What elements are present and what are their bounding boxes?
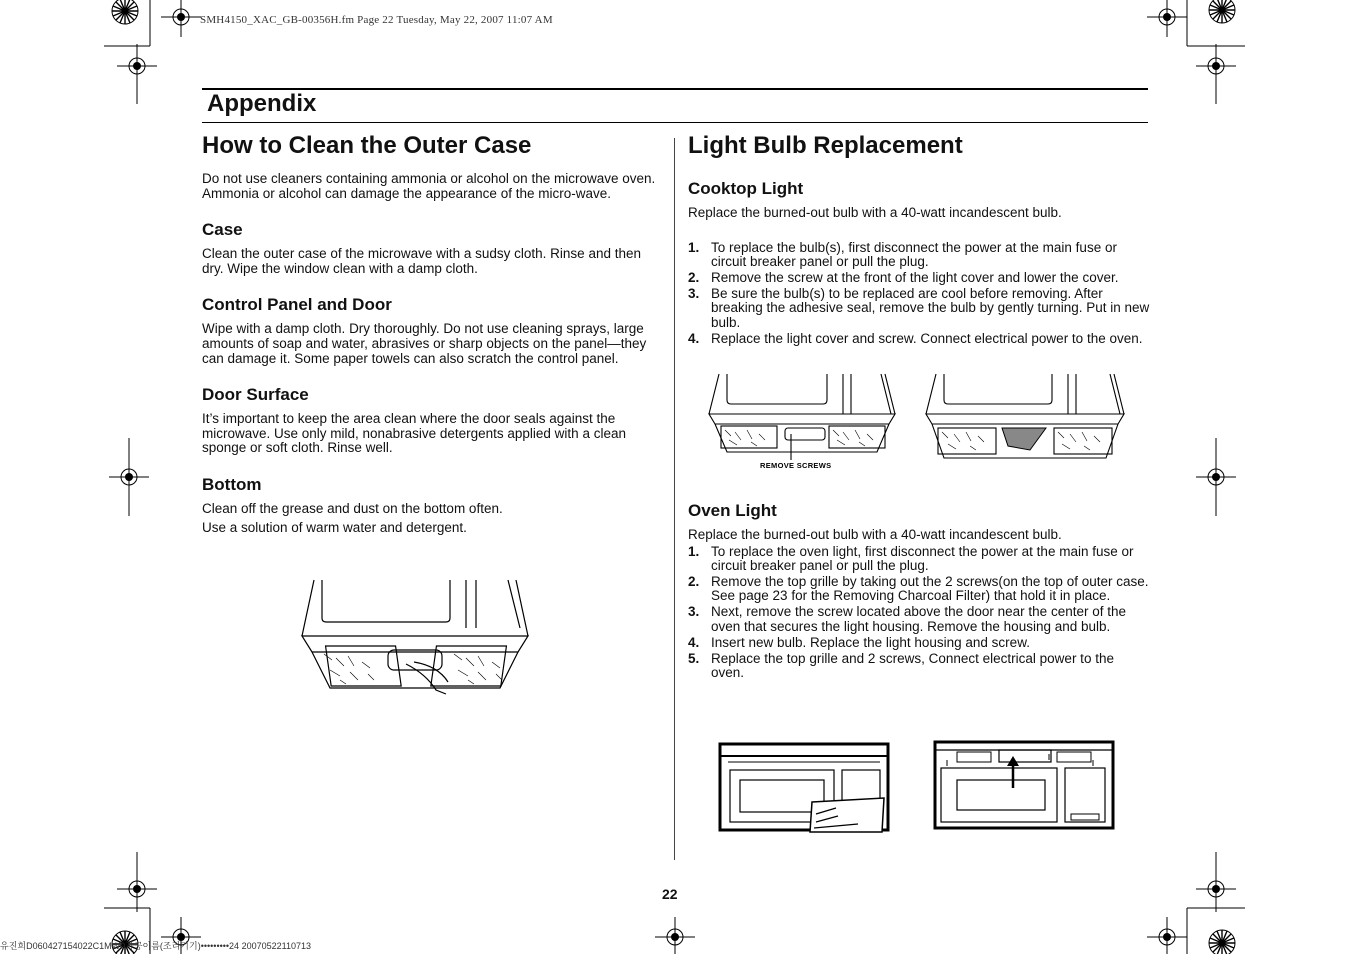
cooktop-light-illustration-1 [705,372,900,472]
print-footer: 유진희D060427154022C1MW0가공이름(조리기기)•••••••••24 20070522110713 [0,941,311,951]
cooktop-intro: Replace the burned-out bulb with a 40-watt incandescent bulb. [688,205,1062,220]
oven-steps [688,545,1150,681]
oven-light-section [688,501,1150,682]
cooktop-light-illustration-2 [922,372,1128,468]
list-item: 2. Remove the screw at the front of the light cover and lower the cover. [688,270,1119,285]
cooktop-light-heading: Cooktop Light [688,179,804,198]
list-item: 3. Be sure the bulb(s) to be replaced are cool before removing. After breaking the adhesive seal, remove the bulb by gently turning. Put in new bulb. [688,286,1150,330]
bottom-heading: Bottom [202,474,262,494]
oven-intro: Replace the burned-out bulb with a 40-watt incandescent bulb. [688,527,1062,542]
list-item: 4. Replace the light cover and screw. Connect electrical power to the oven. [688,330,1143,346]
control-panel-heading: Control Panel and Door [202,295,392,315]
right-column [688,132,1150,348]
page-number: 22 [662,886,678,902]
header-rule-top [202,88,1148,90]
cleaning-bottom-illustration [296,578,536,698]
outer-case-intro: Do not use cleaners containing ammonia or alcohol on the microwave oven. Ammonia or alcohol can damage the appearance of the micro-wave. [202,171,656,201]
bottom-text-1: Clean off the grease and dust on the bottom often. [202,500,503,516]
case-text: Clean the outer case of the microwave with a sudsy cloth. Rinse and then dry. Wipe the window clean with a damp cloth. [202,246,641,276]
bottom-text-2: Use a solution of warm water and detergent. [202,519,467,535]
door-surface-heading: Door Surface [202,385,309,405]
oven-light-heading: Oven Light [688,501,777,520]
oven-light-illustration-1 [718,742,890,834]
section-title: Appendix [207,90,317,117]
control-panel-text: Wipe with a damp cloth. Dry thoroughly. Do not use cleaning sprays, large amounts of soap and water, abrasives or sharp objects on the panel—they can damage it. Some paper towels can also scratch the control panel. [202,321,647,366]
list-item: 2. Remove the top grille by taking out the 2 screws(on the top of outer case. See page 23 for the Removing Charcoal Filter) that hold it in place. [688,574,1149,604]
list-item: 3. Next, remove the screw located above the door near the center of the oven that secures the light housing. Remove the housing and bulb. [688,604,1126,634]
case-heading: Case [202,220,243,240]
cooktop-steps [688,241,1150,346]
remove-screws-caption: REMOVE SCREWS [760,461,832,470]
outer-case-title: How to Clean the Outer Case [202,132,532,159]
list-item: 1. To replace the oven light, first disconnect the power at the main fuse or circuit breaker panel or pull the plug. [688,543,1134,573]
list-item: 5. Replace the top grille and 2 screws, Connect electrical power to the oven. [688,651,1114,681]
list-item: 4. Insert new bulb. Replace the light housing and screw. [688,634,1030,650]
print-header: SMH4150_XAC_GB-00356H.fm Page 22 Tuesday, May 22, 2007 11:07 AM [200,14,553,26]
header-rule-bottom [202,122,1148,123]
oven-light-illustration-2 [933,738,1115,832]
left-column [202,132,658,535]
column-divider [674,138,675,860]
door-surface-text: It’s important to keep the area clean where the door seals against the microwave. Use only mild, nonabrasive detergents applied with a clean sponge or soft cloth. Rinse well. [202,411,626,456]
light-bulb-title: Light Bulb Replacement [688,132,963,159]
list-item: 1. To replace the bulb(s), first disconnect the power at the main fuse or circuit breaker panel or pull the plug. [688,239,1117,269]
